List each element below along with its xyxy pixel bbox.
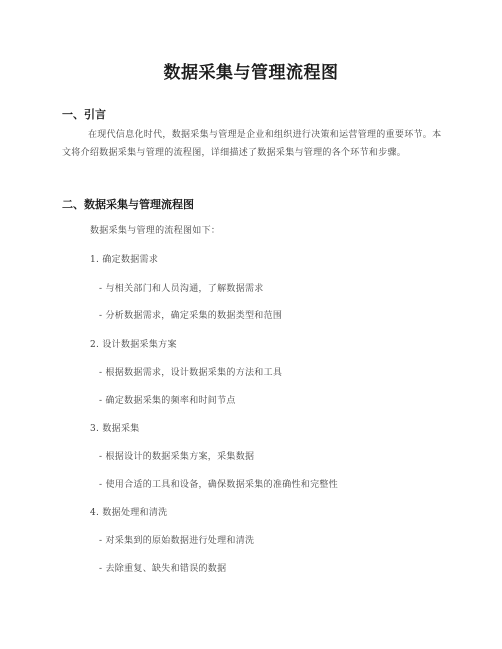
step-2-label: 2. 设计数据采集方案 xyxy=(90,340,177,350)
step-3-item-1: - 根据设计的数据采集方案，采集数据 xyxy=(99,452,255,462)
introduction-paragraph: 在现代信息化时代，数据采集与管理是企业和组织进行决策和运营管理的重要环节。本文将介绍数据采集与管理的流程图，详细描述了数据采集与管理的各个环节和步骤。 xyxy=(62,130,442,158)
flowchart-intro: 数据采集与管理的流程图如下： xyxy=(90,226,221,236)
section-heading-introduction: 一、引言 xyxy=(62,108,106,121)
section-heading-flowchart: 二、数据采集与管理流程图 xyxy=(62,198,194,211)
step-1-item-2: - 分析数据需求，确定采集的数据类型和范围 xyxy=(99,311,283,321)
step-4-label: 4. 数据处理和清洗 xyxy=(90,508,168,518)
step-1-label: 1. 确定数据需求 xyxy=(90,255,159,265)
step-1-item-1: - 与相关部门和人员沟通，了解数据需求 xyxy=(99,284,264,294)
step-2-item-2: - 确定数据采集的频率和时间节点 xyxy=(99,396,236,406)
step-2-item-1: - 根据数据需求，设计数据采集的方法和工具 xyxy=(99,368,283,378)
step-4-item-2: - 去除重复、缺失和错误的数据 xyxy=(99,564,227,574)
step-3-item-2: - 使用合适的工具和设备，确保数据采集的准确性和完整性 xyxy=(99,480,339,490)
step-3-label: 3. 数据采集 xyxy=(90,424,140,434)
step-4-item-1: - 对采集到的原始数据进行处理和清洗 xyxy=(99,536,255,546)
document-title: 数据采集与管理流程图 xyxy=(163,63,339,83)
